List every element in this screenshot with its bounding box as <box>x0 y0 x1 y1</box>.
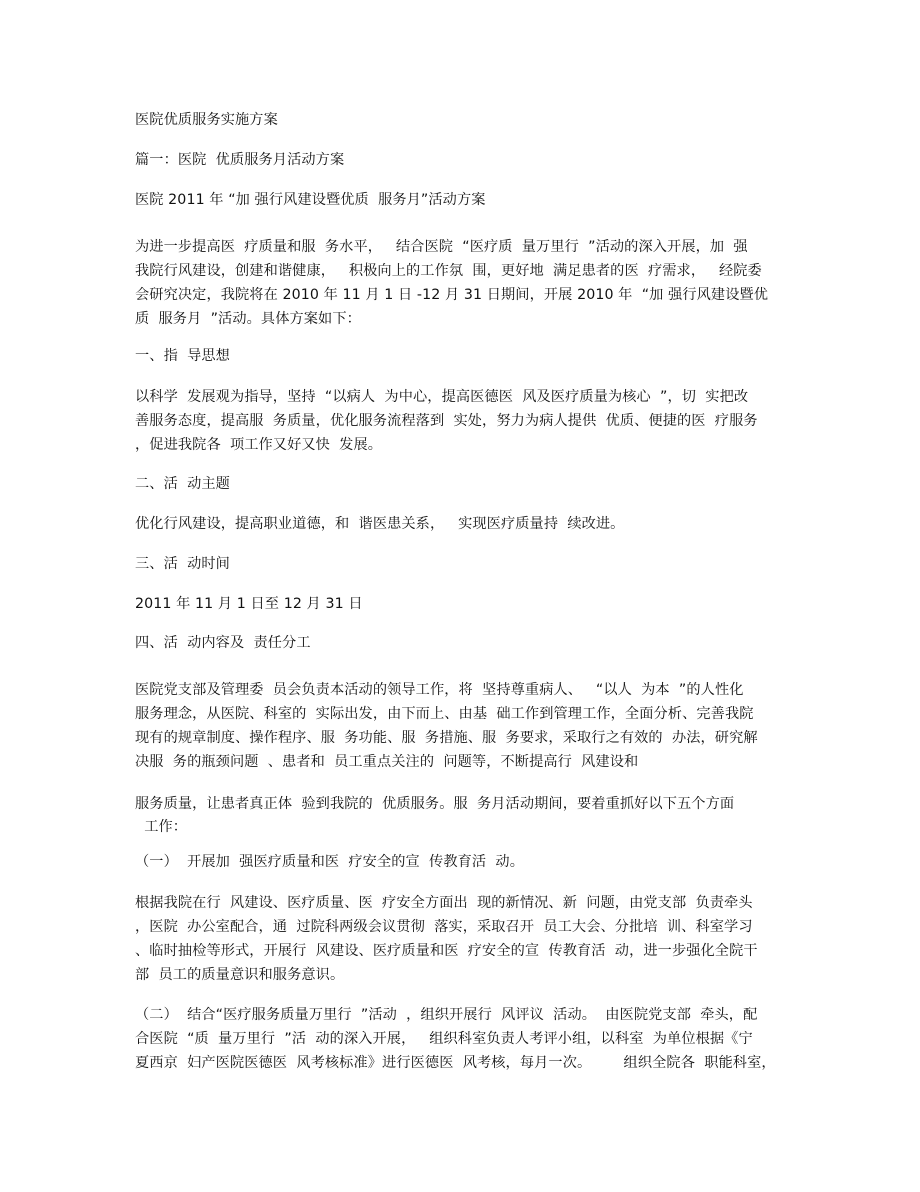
intro-line: 为进一步提高医 疗质量和服 务水平， 结合医院 “医疗质 量万里行 ”活动的深入开展，加 强 <box>135 239 748 255</box>
intro-line: 质 服务月 ”活动。具体方案如下： <box>135 311 361 327</box>
item-1-line: 部 员工的质量意识和服务意识。 <box>135 967 345 983</box>
section-1-line: 以科学 发展观为指导，坚持 “以病人 为中心，提高医德医 风及医疗质量为核心 ”，切 实把改 <box>135 389 749 405</box>
section-1-heading: 一、指 导思想 <box>135 348 230 364</box>
section-4-line: 服务理念，从医院、科室的 实际出发，由下而上、由基 础工作到管理工作，全面分析、完善我院 <box>135 706 754 722</box>
section-3-heading: 三、活 动时间 <box>135 556 230 572</box>
section-1-line: ，促进我院各 项工作又好又快 发展。 <box>135 437 383 453</box>
intro-line: 我院行风建设，创建和谐健康， 积极向上的工作氛 围，更好地 满足患者的医 疗需求， 经院委 <box>135 263 762 279</box>
section-4-line: 决服 务的瓶颈问题 、患者和 员工重点关注的 问题等，不断提高行 风建设和 <box>135 754 639 770</box>
section-4-line: 服务质量，让患者真正体 验到我院的 优质服务。服 务月活动期间，要着重抓好以下五个方面 <box>135 796 735 812</box>
section-4-heading: 四、活 动内容及 责任分工 <box>135 635 311 651</box>
section-4-line: 工作： <box>135 819 188 835</box>
item-2-line: 夏西京 妇产医院医德医 风考核标准》进行医德医 风考核，每月一次。 组织全院各 职能科室， <box>135 1055 776 1071</box>
item-1-line: 根据我院在行 风建设、医疗质量、医 疗安全方面出 现的新情况、新 问题，由党支部 负责牵头 <box>135 895 753 911</box>
item-2-line: （二） 结合“医疗服务质量万里行 ”活动 ，组织开展行 风评议 活动。 由医院党支部 牵头，配 <box>135 1007 758 1023</box>
item-1-line: 、临时抽检等形式，开展行 风建设、医疗质量和医 疗安全的宣 传教育活 动，进一步强化全院干 <box>135 943 758 959</box>
section-2-body: 优化行风建设，提高职业道德，和 谐医患关系， 实现医疗质量持 续改进。 <box>135 516 625 532</box>
section-4-line: 医院党支部及管理委 员会负责本活动的领导工作，将 坚持尊重病人、 “以人 为本 ”的人性化 <box>135 682 744 698</box>
section-3-body: 2011 年 11 月 1 日至 12 月 31 日 <box>135 596 363 612</box>
section-2-heading: 二、活 动主题 <box>135 476 230 492</box>
subtitle-2: 医院 2011 年 “加 强行风建设暨优质 服务月”活动方案 <box>135 192 486 208</box>
document-title: 医院优质服务实施方案 <box>135 112 278 128</box>
item-1-line: ，医院 办公室配合，通 过院科两级会议贯彻 落实，采取召开 员工大会、分批培 训、科室学习 <box>135 919 753 935</box>
section-1-line: 善服务态度，提高服 务质量，优化服务流程落到 实处，努力为病人提供 优质、便捷的医 疗服务 <box>135 413 758 429</box>
item-2-line: 合医院 “质 量万里行 ”活 动的深入开展， 组织科室负责人考评小组，以科室 为单位根据《宁 <box>135 1031 753 1047</box>
subtitle-1: 篇一：医院 优质服务月活动方案 <box>135 152 345 168</box>
item-1-heading: （一） 开展加 强医疗质量和医 疗安全的宣 传教育活 动。 <box>135 854 524 870</box>
section-4-line: 现有的规章制度、操作程序、服 务功能、服 务措施、服 务要求，采取行之有效的 办法，研究解 <box>135 730 758 746</box>
intro-line: 会研究决定，我院将在 2010 年 11 月 1 日 -12 月 31 日期间，开展 2010 年 “加 强行风建设暨优 <box>135 287 769 303</box>
